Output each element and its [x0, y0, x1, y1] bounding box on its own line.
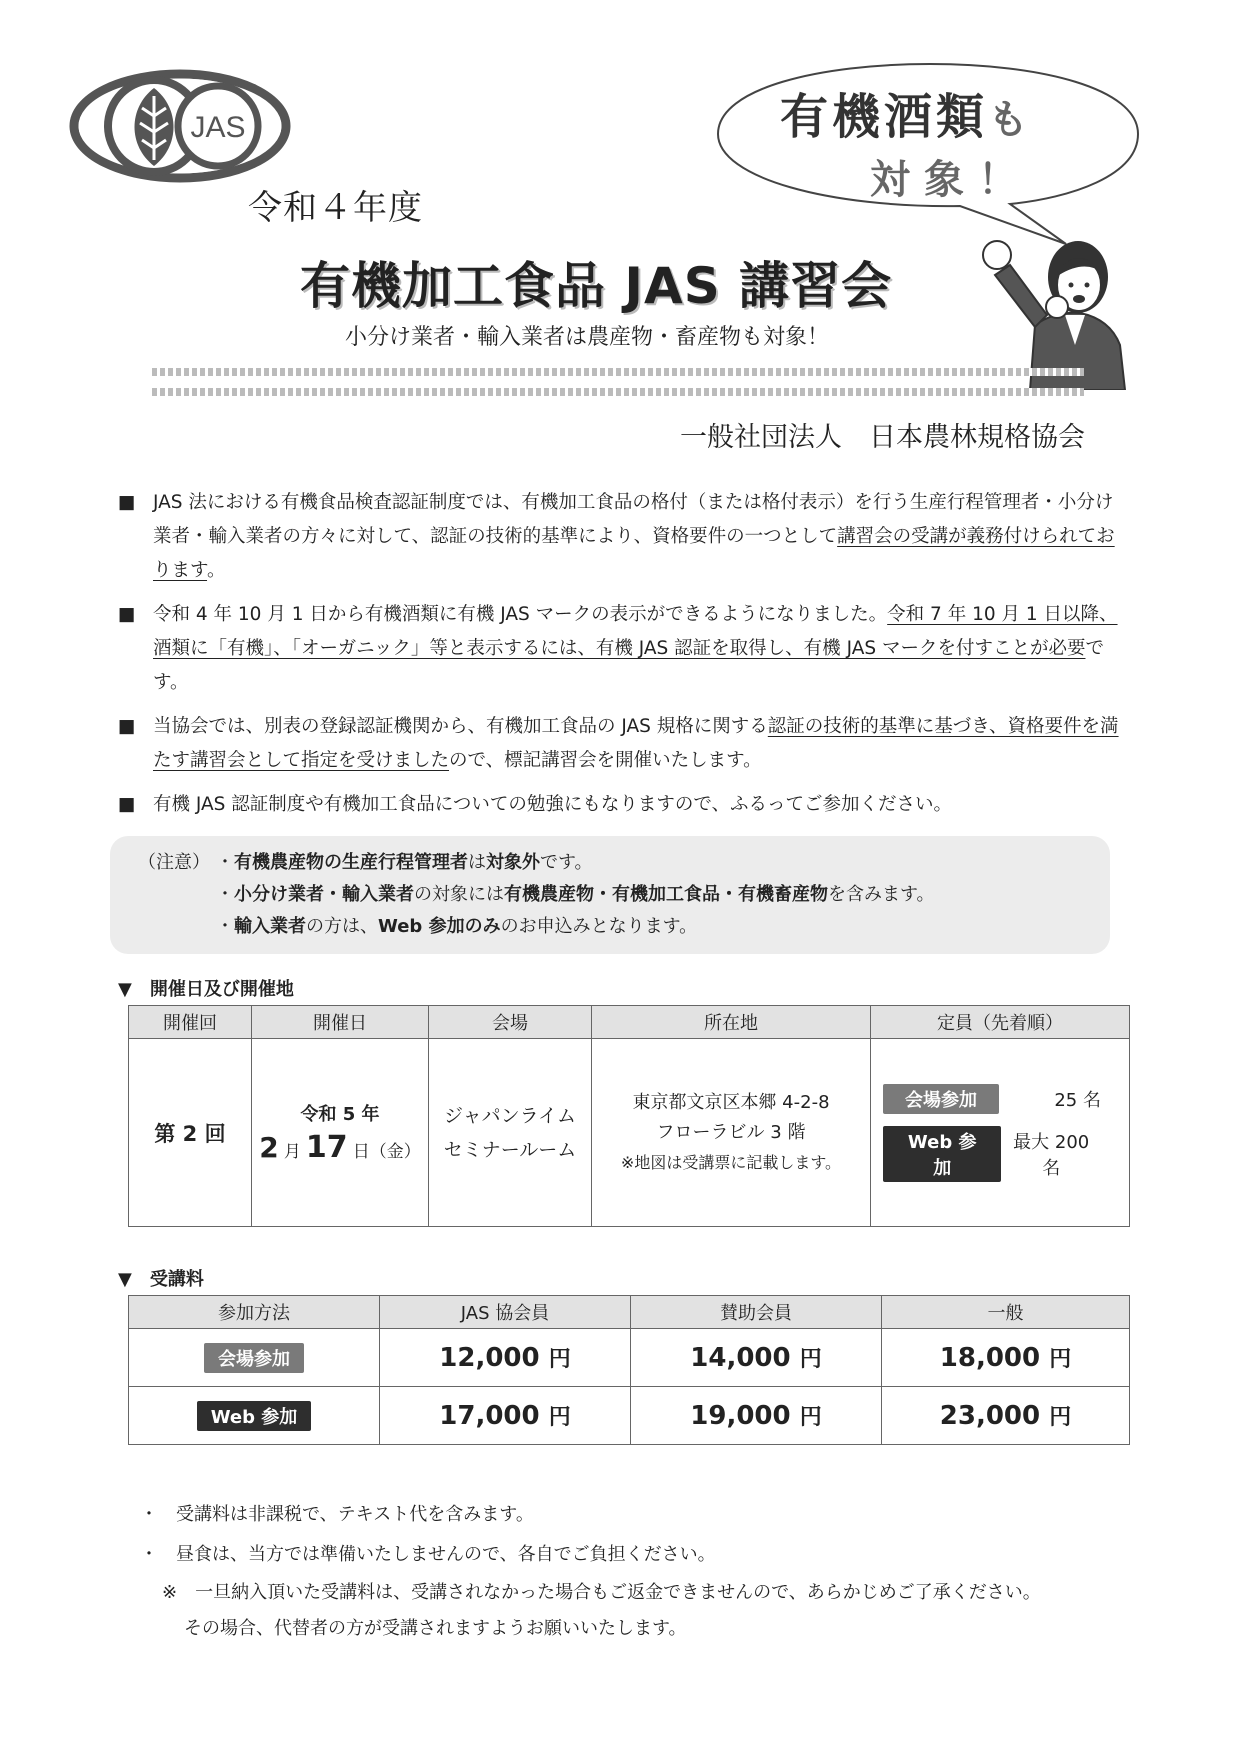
divider-bottom	[152, 388, 1084, 396]
fees-heading: ▼ 受講料	[118, 1269, 204, 1290]
bubble-line2: 対象！	[870, 157, 1032, 203]
bullet-2: ■ 令和 4 年 10 月 1 日から有機酒類に有機 JAS マークの表示ができるようになりました。令和 7 年 10 月 1 日以降、酒類に「有機」、「オーガニック」等と表示するには、有機 JAS 認証を取得し、有機 JAS マークを付すことが必要です。	[118, 604, 1118, 693]
col-date: 開催日	[252, 1006, 429, 1039]
col-venue: 会場	[429, 1006, 592, 1039]
logo-text: JAS	[190, 111, 246, 144]
footnote-1: ・ 受講料は非課税で、テキスト代を含みます。	[140, 1504, 534, 1525]
note-3: ・輸入業者の方は、Web 参加のみのお申込みとなります。	[216, 916, 698, 937]
page-title: 有機加工食品 JAS 講習会	[300, 257, 893, 315]
event-date: 令和 5 年 2 月 17 日（金）	[252, 1039, 429, 1227]
web-tag: Web 参加	[883, 1126, 1001, 1182]
session-number: 第 2 回	[129, 1039, 252, 1227]
note-1: ・有機農産物の生産行程管理者は対象外です。	[216, 852, 593, 873]
note-2: ・小分け業者・輸入業者の対象には有機農産物・有機加工食品・有機畜産物を含みます。	[216, 884, 935, 905]
fee-col-general: 一般	[882, 1296, 1130, 1329]
onsite-tag: 会場参加	[883, 1084, 999, 1114]
schedule-heading: ▼ 開催日及び開催地	[118, 979, 294, 1000]
fees-table	[128, 1295, 1130, 1445]
bubble-line1: 有機酒類も	[780, 89, 1033, 145]
onsite-capacity: 25 名	[1054, 1089, 1101, 1111]
bullet-4: ■ 有機 JAS 認証制度や有機加工食品についての勉強にもなりますので、ふるってご参加ください。	[118, 794, 953, 815]
fee-method-onsite: 会場参加	[204, 1343, 304, 1373]
organization-name: 一般社団法人 日本農林規格協会	[680, 422, 1085, 453]
venue: ジャパンライム セミナールーム	[429, 1039, 592, 1227]
footnote-2: ・ 昼食は、当方では準備いたしませんので、各自でご負担ください。	[140, 1544, 716, 1565]
capacity	[871, 1039, 1130, 1227]
address: 東京都文京区本郷 4-2-8 フローラビル 3 階 ※地図は受講票に記載します。	[592, 1039, 871, 1227]
fiscal-year: 令和４年度	[248, 188, 423, 228]
fee-col-member: JAS 協会員	[380, 1296, 631, 1329]
schedule-table	[128, 1005, 1130, 1227]
fee-method-web: Web 参加	[197, 1401, 312, 1431]
fee-col-supporting: 賛助会員	[631, 1296, 882, 1329]
divider-top	[152, 368, 1084, 376]
fee-col-method: 参加方法	[129, 1296, 380, 1329]
web-capacity: 最大 200 名	[1013, 1131, 1090, 1179]
col-capacity: 定員（先着順）	[871, 1006, 1130, 1039]
col-session: 開催回	[129, 1006, 252, 1039]
bullet-1: ■ JAS 法における有機食品検査認証制度では、有機加工食品の格付（または格付表示）を行う生産行程管理者・小分け業者・輸入業者の方々に対して、認証の技術的基準により、資格要件の一つとして講習会の受講が義務付けられております。	[118, 492, 1115, 581]
page-subtitle: 小分け業者・輸入業者は農産物・畜産物も対象！	[345, 325, 830, 350]
fee-row-onsite: 会場参加 12,000 円 14,000 円 18,000 円	[129, 1329, 1130, 1387]
footnote-3: ※ 一旦納入頂いた受講料は、受講されなかった場合もご返金できませんので、あらかじめご了承ください。	[162, 1582, 1041, 1603]
businesswoman-illustration	[975, 215, 1135, 390]
col-address: 所在地	[592, 1006, 871, 1039]
jas-logo	[68, 68, 293, 184]
fee-row-web: Web 参加 17,000 円 19,000 円 23,000 円	[129, 1387, 1130, 1445]
footnote-4: その場合、代替者の方が受講されますようお願いいたします。	[184, 1618, 687, 1639]
notes-label: （注意）	[138, 852, 210, 873]
bullet-3: ■ 当協会では、別表の登録認証機関から、有機加工食品の JAS 規格に関する認証の技術的基準に基づき、資格要件を満たす講習会として指定を受けましたので、標記講習会を開催いたします。	[118, 716, 1119, 771]
